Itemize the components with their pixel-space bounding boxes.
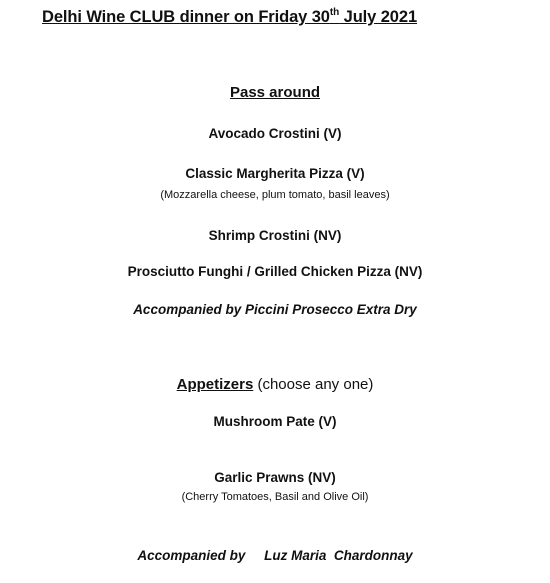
menu-item-shrimp-crostini: Shrimp Crostini (NV) [208, 228, 342, 243]
menu-item-garlic-prawns-description: (Cherry Tomatoes, Basil and Olive Oil) [181, 491, 369, 503]
title-ordinal-suffix: th [329, 6, 340, 18]
title-prefix: Delhi Wine CLUB dinner on Friday 30 [42, 8, 330, 26]
menu-item-margherita-pizza: Classic Margherita Pizza (V) [185, 166, 365, 181]
page-title [42, 8, 417, 27]
pass-around-heading-text: Pass around [229, 84, 321, 101]
appetizers-accompaniment: Accompanied by Luz Maria Chardonnay [137, 548, 413, 563]
pass-around-accompaniment: Accompanied by Piccini Prosecco Extra Dry [133, 302, 417, 317]
menu-item-mushroom-pate: Mushroom Pate (V) [213, 414, 337, 429]
menu-item-garlic-prawns: Garlic Prawns (NV) [214, 470, 336, 485]
menu-item-margherita-description: (Mozzarella cheese, plum tomato, basil leaves) [160, 189, 390, 201]
title-suffix: July 2021 [339, 8, 418, 26]
appetizers-heading [0, 376, 550, 393]
menu-item-avocado-crostini: Avocado Crostini (V) [208, 126, 342, 141]
menu-item-prosciutto-pizza: Prosciutto Funghi / Grilled Chicken Pizza (NV) [127, 264, 423, 279]
appetizers-heading-note: (choose any one) [253, 376, 374, 393]
appetizers-heading-text: Appetizers [176, 376, 254, 393]
pass-around-heading [0, 84, 550, 101]
